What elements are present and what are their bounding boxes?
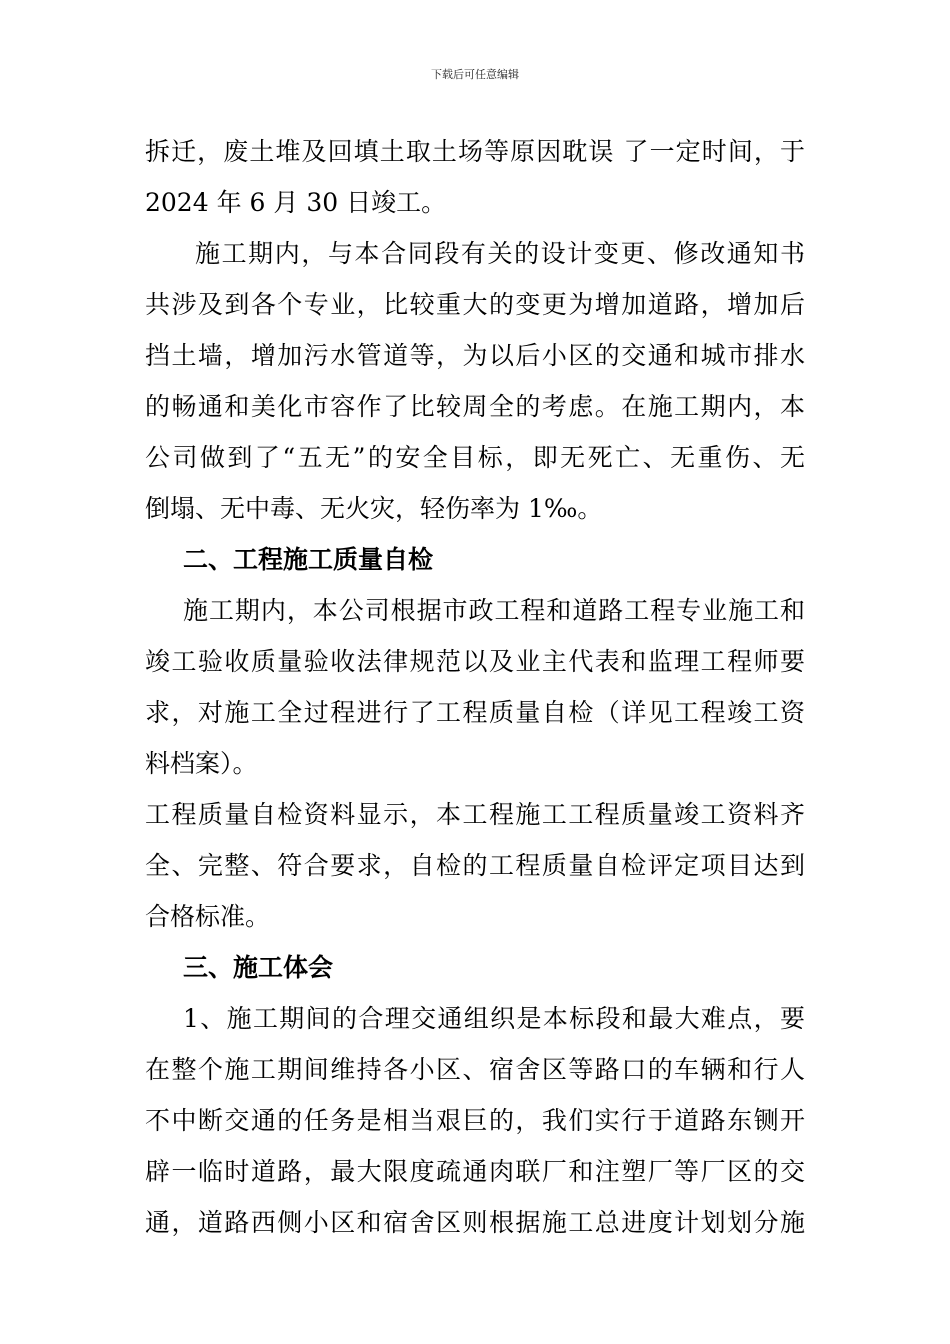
text-line: 1、施工期间的合理交通组织是本标段和最大难点，要 [183,1004,805,1033]
document-body [145,133,805,1255]
page-header: 下载后可任意编辑 [431,68,519,81]
text-line: 合格标准。 [145,902,271,931]
text-line: 公司做到了“五无”的安全目标，即无死亡、无重伤、无 [145,443,805,472]
text-line: 通，道路西侧小区和宿舍区则根据施工总进度计划划分施 [145,1208,805,1237]
section-heading: 二、工程施工质量自检 [183,545,434,574]
text-line: 的畅通和美化市容作了比较周全的考虑。在施工期内，本 [145,392,805,421]
text-line: 拆迁，废土堆及回填土取土场等原因耽误 了一定时间，于 [145,137,805,166]
text-line: 共涉及到各个专业，比较重大的变更为增加道路，增加后 [145,290,805,319]
text-line: 施工期内，与本合同段有关的设计变更、修改通知书 [195,239,805,268]
text-line: 在整个施工期间维持各小区、宿舍区等路口的车辆和行人 [145,1055,805,1084]
text-line: 全、完整、符合要求，自检的工程质量自检评定项目达到 [145,851,805,880]
text-line: 工程质量自检资料显示，本工程施工工程质量竣工资料齐 [145,800,805,829]
text-line: 倒塌、无中毒、无火灾，轻伤率为 1‰。 [145,494,603,523]
text-line: 挡土墙，增加污水管道等，为以后小区的交通和城市排水 [145,341,805,370]
text-line: 不中断交通的任务是相当艰巨的，我们实行于道路东铡开 [145,1106,805,1135]
text-line: 施工期内，本公司根据市政工程和道路工程专业施工和 [183,596,805,625]
text-line: 竣工验收质量验收法律规范以及业主代表和监理工程师要 [145,647,805,676]
section-heading: 三、施工体会 [183,953,334,982]
text-line: 2024 年 6 月 30 日竣工。 [145,188,447,217]
text-line: 辟一临时道路，最大限度疏通肉联厂和注塑厂等厂区的交 [145,1157,805,1186]
text-line: 料档案）。 [145,749,258,778]
text-line: 求，对施工全过程进行了工程质量自检（详见工程竣工资 [145,698,805,727]
